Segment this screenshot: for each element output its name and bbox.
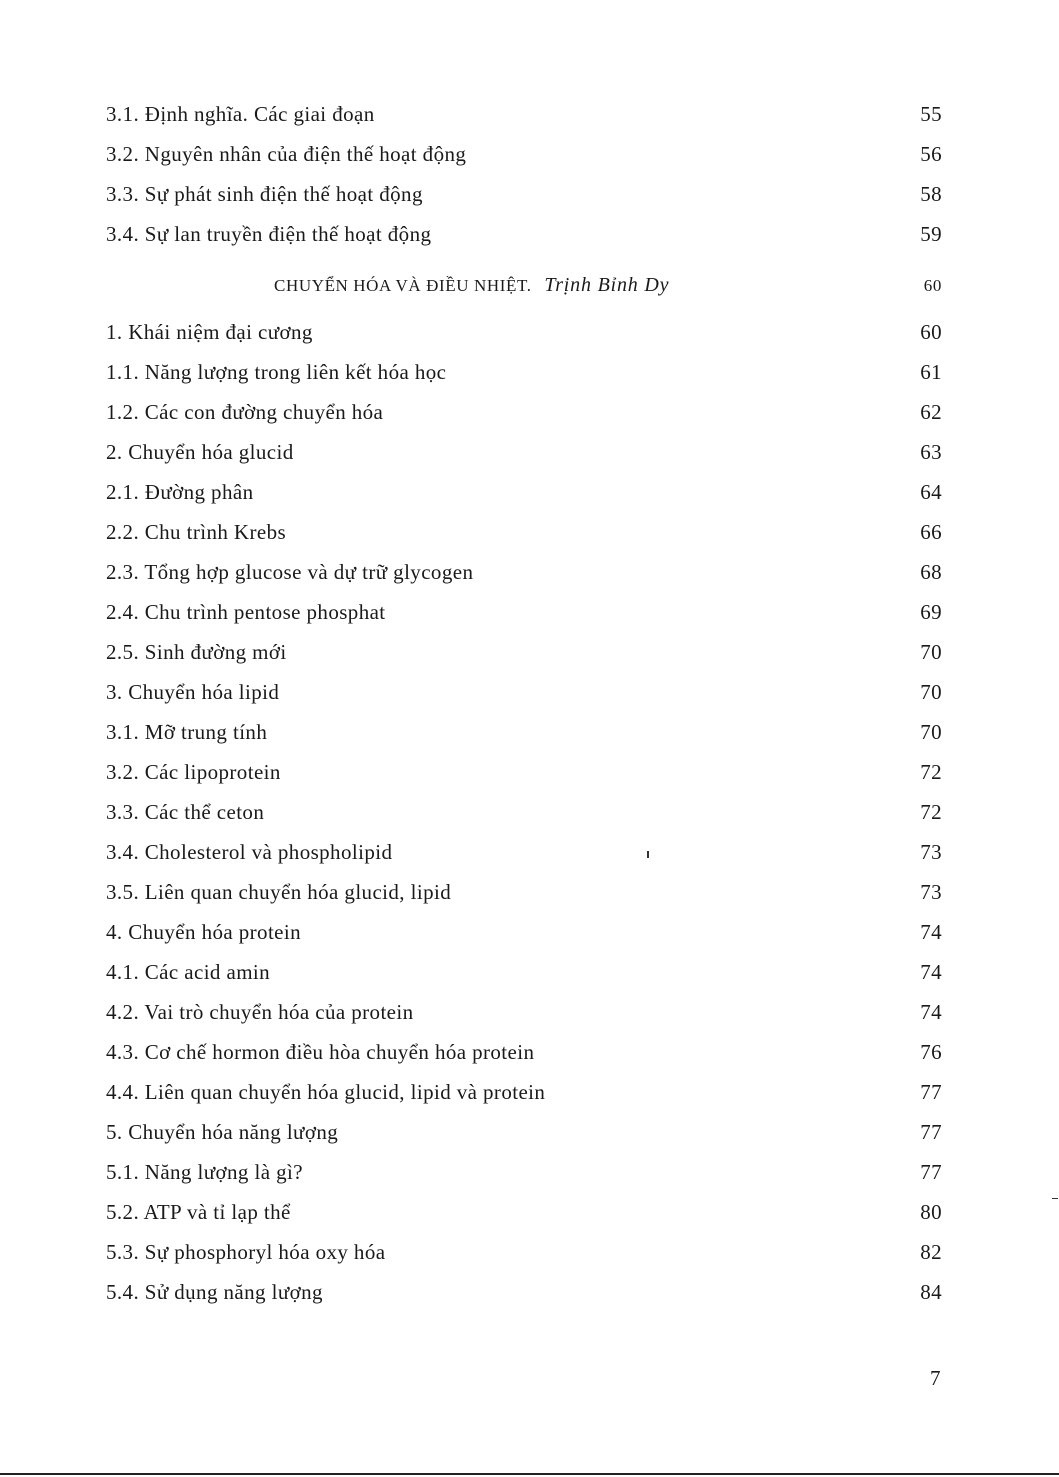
toc-entry-page: 82 xyxy=(920,1240,942,1264)
toc-entry xyxy=(106,632,942,672)
toc-entry xyxy=(106,392,942,432)
toc-entry-label: 3.2. Các lipoprotein xyxy=(106,760,281,784)
toc-entry-label: 2.4. Chu trình pentose phosphat xyxy=(106,600,386,624)
toc-entry-page: 63 xyxy=(920,440,942,464)
toc-entry-page: 70 xyxy=(920,680,942,704)
toc-entry-label: 4.3. Cơ chế hormon điều hòa chuyển hóa protein xyxy=(106,1040,535,1064)
toc-entry-page: 62 xyxy=(920,400,942,424)
toc-entry-page: 73 xyxy=(920,880,942,904)
toc-entry xyxy=(106,94,942,134)
toc-entry-label: 5. Chuyển hóa năng lượng xyxy=(106,1120,339,1144)
toc-entry xyxy=(106,752,942,792)
toc-entry-page: 74 xyxy=(920,960,942,984)
toc-entry xyxy=(106,432,942,472)
toc-entry-label: 1. Khái niệm đại cương xyxy=(106,320,313,344)
toc-entry-label: 3. Chuyển hóa lipid xyxy=(106,680,280,704)
toc-entry xyxy=(106,592,942,632)
page-bottom-edge xyxy=(0,1473,1059,1475)
toc-entry-page: 66 xyxy=(920,520,942,544)
toc-entry xyxy=(106,134,942,174)
toc-entry xyxy=(106,552,942,592)
toc-entry-label: 2.3. Tổng hợp glucose và dự trữ glycogen xyxy=(106,560,474,584)
toc-entry xyxy=(106,174,942,214)
toc-entry-page: 70 xyxy=(920,640,942,664)
toc-entry xyxy=(106,1032,942,1072)
toc-entry-label: 4.1. Các acid amin xyxy=(106,960,271,984)
toc-entry xyxy=(106,1152,942,1192)
toc-entry-label: 1.2. Các con đường chuyển hóa xyxy=(106,400,384,424)
toc-entry-label: 4.2. Vai trò chuyển hóa của protein xyxy=(106,1000,414,1024)
toc-entry-page: 74 xyxy=(920,1000,942,1024)
toc-entry-label: 1.1. Năng lượng trong liên kết hóa học xyxy=(106,360,447,384)
toc-entry-label: 3.1. Mỡ trung tính xyxy=(106,720,268,744)
toc-entry-page: 69 xyxy=(920,600,942,624)
toc-entry xyxy=(106,1272,942,1312)
toc-entry-label: 5.2. ATP và tỉ lạp thể xyxy=(106,1200,291,1224)
toc-entry xyxy=(106,472,942,512)
toc-entry xyxy=(106,214,942,254)
toc-entry xyxy=(106,912,942,952)
scan-speck xyxy=(647,851,649,858)
toc-entry-page: 70 xyxy=(920,720,942,744)
toc-entry-label: 5.1. Năng lượng là gì? xyxy=(106,1160,303,1184)
toc-chapter-heading xyxy=(106,258,942,312)
toc-entry-page: 80 xyxy=(920,1200,942,1224)
toc-entry-page: 56 xyxy=(920,142,942,166)
toc-entry-label: 2.2. Chu trình Krebs xyxy=(106,520,287,544)
toc-entry-page: 84 xyxy=(920,1280,942,1304)
toc-entry xyxy=(106,872,942,912)
toc-entry xyxy=(106,512,942,552)
toc-entry-page: 58 xyxy=(920,182,942,206)
toc-entry-page: 61 xyxy=(920,360,942,384)
toc-entry-label: 2.1. Đường phân xyxy=(106,480,254,504)
toc-entry-label: 3.3. Sự phát sinh điện thế hoạt động xyxy=(106,182,423,206)
toc-entry xyxy=(106,1232,942,1272)
toc-entry-label: 5.4. Sử dụng năng lượng xyxy=(106,1280,323,1304)
toc-entry-label: 2. Chuyển hóa glucid xyxy=(106,440,294,464)
toc-entry-page: 72 xyxy=(920,800,942,824)
toc-entry-page: 64 xyxy=(920,480,942,504)
toc-entry xyxy=(106,352,942,392)
toc-entry xyxy=(106,952,942,992)
toc-entry-label: 3.2. Nguyên nhân của điện thế hoạt động xyxy=(106,142,467,166)
toc-entry-label: 3.1. Định nghĩa. Các giai đoạn xyxy=(106,102,375,126)
toc-entry-page: 74 xyxy=(920,920,942,944)
toc-entry xyxy=(106,792,942,832)
toc-entry-page: 68 xyxy=(920,560,942,584)
toc-entry xyxy=(106,712,942,752)
toc-entry xyxy=(106,1072,942,1112)
toc-entry xyxy=(106,992,942,1032)
toc-entry-label: 3.3. Các thể ceton xyxy=(106,800,265,824)
toc-entry-page: 76 xyxy=(920,1040,942,1064)
toc-entry-label: 3.4. Cholesterol và phospholipid xyxy=(106,840,393,864)
toc-entry-label: 5.3. Sự phosphoryl hóa oxy hóa xyxy=(106,1240,386,1264)
page-number: 7 xyxy=(930,1366,941,1390)
toc-entry xyxy=(106,312,942,352)
toc-entry-page: 60 xyxy=(920,320,942,344)
toc-entry-page: 73 xyxy=(920,840,942,864)
chapter-title: CHUYỂN HÓA VÀ ĐIỀU NHIỆT. xyxy=(274,276,532,295)
scan-speck xyxy=(1052,1198,1058,1199)
toc-entry-page: 59 xyxy=(920,222,942,246)
table-of-contents xyxy=(106,94,942,1312)
toc-entry-label: 4. Chuyển hóa protein xyxy=(106,920,302,944)
toc-entry-page: 55 xyxy=(920,102,942,126)
toc-entry-label: 4.4. Liên quan chuyển hóa glucid, lipid và protein xyxy=(106,1080,546,1104)
toc-entry-label: 3.4. Sự lan truyền điện thế hoạt động xyxy=(106,222,432,246)
chapter-author: Trịnh Bỉnh Dy xyxy=(544,274,670,296)
toc-entry-page: 77 xyxy=(920,1080,942,1104)
toc-entry-label: 2.5. Sinh đường mới xyxy=(106,640,287,664)
toc-entry-page: 72 xyxy=(920,760,942,784)
toc-entry-label: 3.5. Liên quan chuyển hóa glucid, lipid xyxy=(106,880,452,904)
chapter-page: 60 xyxy=(923,276,942,295)
toc-entry-page: 77 xyxy=(920,1160,942,1184)
toc-entry xyxy=(106,1112,942,1152)
toc-entry-page: 77 xyxy=(920,1120,942,1144)
toc-entry xyxy=(106,672,942,712)
toc-entry xyxy=(106,1192,942,1232)
toc-entry xyxy=(106,832,942,872)
